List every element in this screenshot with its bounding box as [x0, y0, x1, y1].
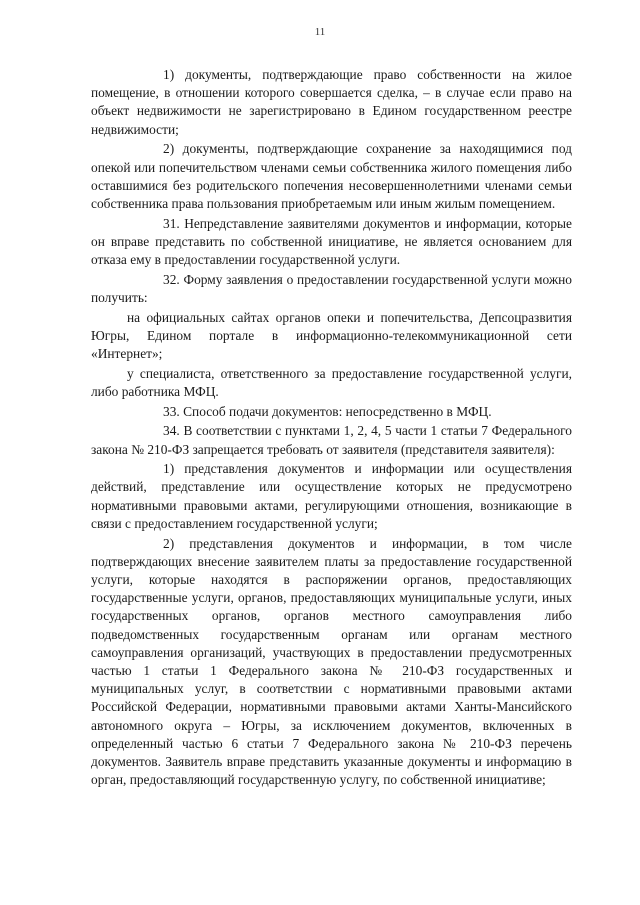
clause-text: В соответствии с пунктами 1, 2, 4, 5 части 1 статьи 7 Федерального закона № 210-ФЗ запрещается требовать от заявителя (представителя заявителя):	[91, 423, 572, 457]
document-body	[91, 66, 572, 791]
item-number: 1)	[163, 461, 175, 477]
item-text: документы, подтверждающие право собственности на жилое помещение, в отношении которого совершается сделка, – в случае если право на объект недвижимости не зарегистрировано в Едином государственном реестре недвижимости;	[91, 67, 572, 137]
item-number: 2)	[163, 535, 175, 551]
clause-paragraph	[91, 271, 572, 307]
list-item	[91, 140, 572, 213]
page-number: 11	[314, 26, 326, 38]
clause-paragraph	[91, 215, 572, 270]
clause-text: Непредставление заявителями документов и информации, которые он вправе представить по собственной инициативе, не является основанием для отказа ему в предоставлении государственной услуги.	[91, 215, 572, 268]
item-number: 1)	[163, 67, 175, 82]
clause-paragraph	[91, 422, 572, 458]
clause-text: Форму заявления о предоставлении государственной услуги можно получить:	[91, 271, 572, 305]
clause-number: 31.	[163, 215, 180, 231]
item-text: представления документов и информации или осуществления действий, представление или осуществление которых не предусмотрено нормативными правовыми актами, регулирующими отношения, возникающие в связи с предоставлением государственной услуги;	[91, 461, 572, 531]
item-number: 2)	[163, 141, 175, 157]
clause-text: Способ подачи документов: непосредственно в МФЦ.	[183, 403, 492, 419]
clause-number: 33.	[163, 403, 180, 419]
text-paragraph	[91, 365, 572, 401]
paragraph-text: у специалиста, ответственного за предоставление государственной услуги, либо работника МФЦ.	[91, 365, 572, 399]
list-item	[91, 66, 572, 139]
clause-paragraph	[91, 403, 572, 421]
list-item	[91, 535, 572, 790]
text-paragraph	[91, 309, 572, 364]
paragraph-text: на официальных сайтах органов опеки и попечительства, Депсоцразвития Югры, Едином портале в информационно-телекоммуникационной сети «Интернет»;	[91, 309, 572, 362]
item-text: документы, подтверждающие сохранение за находящимися под опекой или попечительством членами семьи собственника жилого помещения либо оставшимися без родительского попечения несовершеннолетними членами семьи собственника права пользования приобретаемым или иным жилым помещением.	[91, 141, 572, 211]
clause-number: 32.	[163, 271, 180, 287]
list-item	[91, 460, 572, 533]
clause-number: 34.	[163, 423, 180, 439]
item-text: представления документов и информации, в том числе подтверждающих внесение заявителем платы за предоставление государственной услуги, которые находятся в распоряжении органов, предоставляющих государственные услуги, органов, предоставляющих муниципальные услуги, иных государственных органов, органов местного самоуправления либо подведомственных государственным органам или органам местного самоуправления организаций, участвующих в предоставлении предусмотренных частью 1 статьи 1 Федерального закона № 210-ФЗ государственных и муниципальных услуг, в соответствии с нормативными правовыми актами Российской Федерации, нормативными правовыми актами Ханты-Мансийского автономного округа – Югры, за исключением документов, включенных в определенный частью 6 статьи 7 Федерального закона № 210-ФЗ перечень документов. Заявитель вправе представить указанные документы и информацию в орган, предоставляющий государственную услугу, по собственной инициативе;	[91, 535, 572, 788]
